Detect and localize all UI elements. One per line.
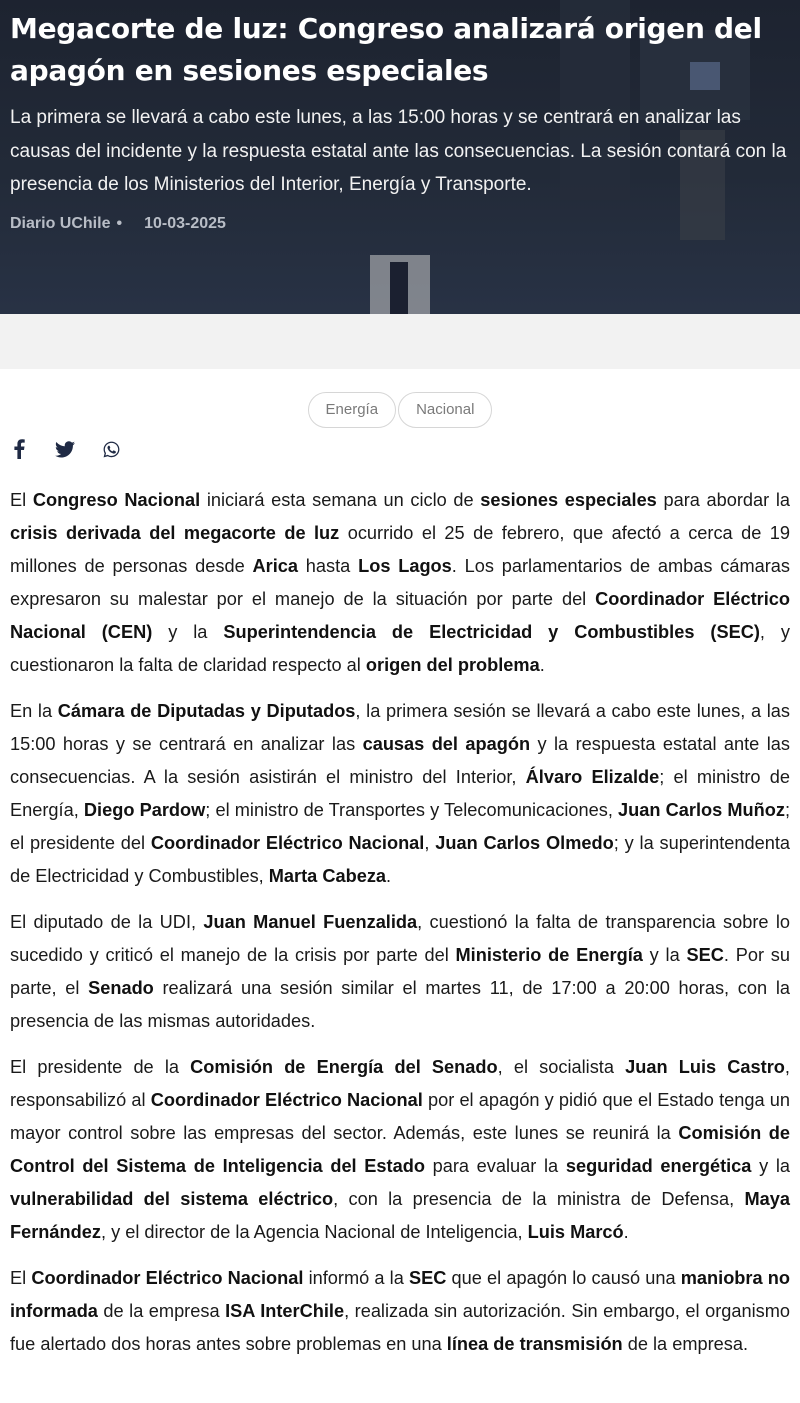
bold-term: Los Lagos <box>358 556 452 576</box>
article-meta <box>10 215 226 233</box>
bold-term: Comisión de Control del Sistema de Inteligencia del Estado <box>10 1123 790 1176</box>
bold-term: ISA InterChile <box>225 1301 345 1321</box>
bold-term: Juan Manuel Fuenzalida <box>203 912 418 932</box>
meta-separator: • <box>116 215 123 232</box>
whatsapp-icon[interactable] <box>100 438 122 460</box>
bold-term: Luis Marcó <box>527 1222 624 1242</box>
article-tags <box>0 392 800 428</box>
article-paragraph: El Coordinador Eléctrico Nacional informó a la SEC que el apagón lo causó una maniobra no informada de la empresa ISA InterChile, realizada sin autorización. Sin embargo, el organismo fue alertado dos horas antes sobre problemas en una línea de transmisión de la empresa. <box>10 1268 791 1354</box>
tag-energia[interactable]: Energía <box>308 392 397 428</box>
bold-term: Arica <box>252 556 298 576</box>
bold-term: causas del apagón <box>362 734 531 754</box>
bold-term: sesiones especiales <box>480 490 657 510</box>
bold-term: Juan Carlos Muñoz <box>618 800 785 820</box>
bold-term: Álvaro Elizalde <box>525 767 660 787</box>
bold-term: origen del problema <box>365 655 540 675</box>
bold-term: Coordinador Eléctrico Nacional <box>150 1090 423 1110</box>
bold-term: SEC <box>408 1268 447 1288</box>
article-paragraph: En la Cámara de Diputadas y Diputados, la primera sesión se llevará a cabo este lunes, a las 15:00 horas y se centrará en analizar las causas del apagón y la respuesta estatal ante las consecuencias. A la sesión asistirán el ministro del Interior, Álvaro Elizalde; el ministro de Energía, Diego Pardow; el ministro de Transportes y Telecomunicaciones, Juan Carlos Muñoz; el presidente del Coordinador Eléctrico Nacional, Juan Carlos Olmedo; y la superintendenta de Electricidad y Combustibles, Marta Cabeza. <box>10 701 790 886</box>
bold-term: Senado <box>88 978 154 998</box>
bold-term: Superintendencia de Electricidad y Combustibles (SEC) <box>223 622 760 642</box>
article-body <box>10 484 790 1374</box>
bold-term: Diego Pardow <box>83 800 206 820</box>
twitter-icon[interactable] <box>54 438 76 460</box>
article-date: 10-03-2025 <box>144 215 226 232</box>
ad-placeholder-band <box>0 314 800 369</box>
article-paragraph: El presidente de la Comisión de Energía del Senado, el socialista Juan Luis Castro, responsabilizó al Coordinador Eléctrico Nacional por el apagón y pidió que el Estado tenga un mayor control sobre las empresas del sector. Además, este lunes se reunirá la Comisión de Control del Sistema de Inteligencia del Estado para evaluar la seguridad energética y la vulnerabilidad del sistema eléctrico, con la presencia de la ministra de Defensa, Maya Fernández, y el director de la Agencia Nacional de Inteligencia, Luis Marcó. <box>10 1057 791 1242</box>
bold-term: Maya Fernández <box>10 1189 790 1242</box>
bold-term: maniobra no informada <box>10 1268 790 1321</box>
bold-term: Juan Luis Castro <box>625 1057 785 1077</box>
bold-term: Ministerio de Energía <box>455 945 643 965</box>
tag-nacional[interactable]: Nacional <box>398 392 492 428</box>
bold-term: seguridad energética <box>565 1156 752 1176</box>
article-paragraph: El Congreso Nacional iniciará esta semana un ciclo de sesiones especiales para abordar la crisis derivada del megacorte de luz ocurrido el 25 de febrero, que afectó a cerca de 19 millones de personas desde Arica hasta Los Lagos. Los parlamentarios de ambas cámaras expresaron su malestar por el manejo de la situación por parte del Coordinador Eléctrico Nacional (CEN) y la Superintendencia de Electricidad y Combustibles (SEC), y cuestionaron la falta de claridad respecto al origen del problema. <box>10 490 791 675</box>
article-source[interactable]: Diario UChile <box>10 215 111 232</box>
bold-term: Juan Carlos Olmedo <box>435 833 614 853</box>
bold-term: Comisión de Energía del Senado <box>190 1057 498 1077</box>
facebook-icon[interactable] <box>8 438 30 460</box>
bold-term: Coordinador Eléctrico Nacional (CEN) <box>10 589 790 642</box>
article-title: Megacorte de luz: Congreso analizará origen del apagón en sesiones especiales <box>10 12 762 87</box>
bold-term: Congreso Nacional <box>32 490 201 510</box>
article-paragraph: El diputado de la UDI, Juan Manuel Fuenzalida, cuestionó la falta de transparencia sobre lo sucedido y criticó el manejo de la crisis por parte del Ministerio de Energía y la SEC. Por su parte, el Senado realizará una sesión similar el martes 11, de 17:00 a 20:00 horas, con la presencia de las mismas autoridades. <box>10 912 790 1031</box>
bold-term: Coordinador Eléctrico Nacional <box>31 1268 304 1288</box>
bold-term: vulnerabilidad del sistema eléctrico <box>10 1189 334 1209</box>
bold-term: Cámara de Diputadas y Diputados <box>57 701 356 721</box>
bold-term: crisis derivada del megacorte de luz <box>10 523 340 543</box>
bold-term: Coordinador Eléctrico Nacional <box>150 833 425 853</box>
bold-term: Marta Cabeza <box>268 866 387 886</box>
article-hero <box>0 0 800 314</box>
share-bar <box>8 438 122 460</box>
article-summary: La primera se llevará a cabo este lunes, a las 15:00 horas y se centrará en analizar las causas del incidente y la respuesta estatal ante las consecuencias. La sesión contará con la presencia de los Ministerios del Interior, Energía y Transporte. <box>10 107 787 195</box>
hero-background-shape <box>390 262 408 314</box>
bold-term: línea de transmisión <box>446 1334 623 1354</box>
bold-term: SEC <box>686 945 724 965</box>
